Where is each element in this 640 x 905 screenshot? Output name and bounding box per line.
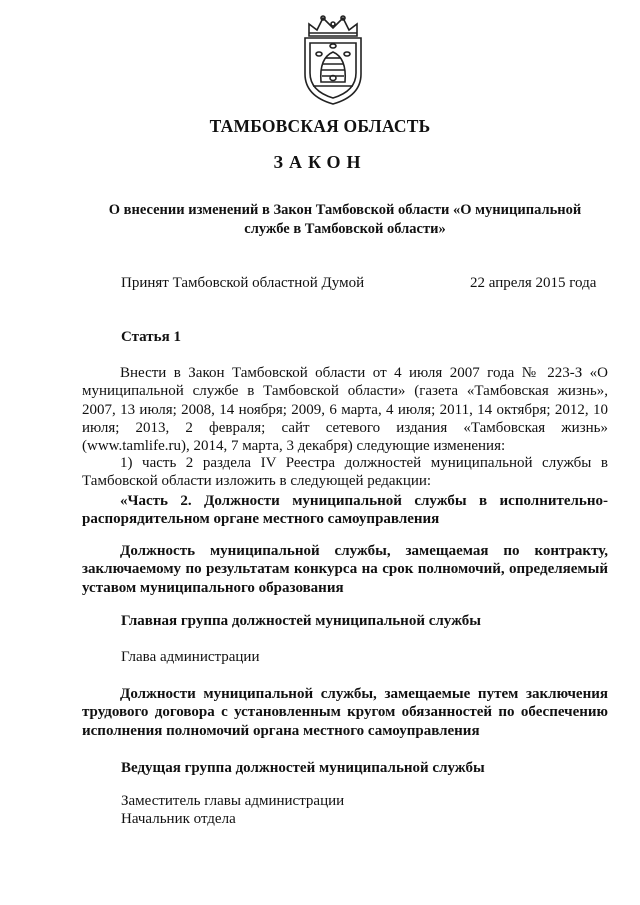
law-subject: О внесении изменений в Закон Тамбовской области «О муниципальной службе в Тамбовской области» xyxy=(108,202,582,237)
main-group-heading: Главная группа должностей муниципальной службы xyxy=(121,613,481,629)
adoption-date: 22 апреля 2015 года xyxy=(470,275,597,291)
region-title: ТАМБОВСКАЯ ОБЛАСТЬ xyxy=(209,116,431,136)
item-1-paragraph: 1) часть 2 раздела IV Реестра должностей муниципальной службы в Тамбовской области изложить в следующей редакции: xyxy=(82,455,608,490)
part-2-heading: «Часть 2. Должности муниципальной службы в исполнительно-распорядительном органе местного самоуправления xyxy=(82,493,608,528)
adopted-by: Принят Тамбовской областной Думой xyxy=(121,275,365,291)
document-type-title: ЗАКОН xyxy=(273,152,367,172)
main-group-position: Глава администрации xyxy=(121,649,260,665)
article-heading: Статья 1 xyxy=(121,329,181,345)
leading-group-position: Заместитель главы администрации xyxy=(121,793,345,809)
contract-positions-heading: Должность муниципальной службы, замещаемая по контракту, заключаемому по результатам конкурса на срок полномочий, определяемый уставом муниципального образования xyxy=(82,543,608,596)
leading-group-position: Начальник отдела xyxy=(121,811,236,827)
leading-group-heading: Ведущая группа должностей муниципальной службы xyxy=(121,760,485,776)
article-intro-paragraph: Внести в Закон Тамбовской области от 4 июля 2007 года № 223-З «О муниципальной службе в Тамбовской области» (газета «Тамбовская жизнь», 2007, 13 июля; 2008, 14 ноября; 2009, 6 марта, 4 июля; 2011, 14 октября; 2012, 10 июля; 2013, 2 февраля; сайт сетевого издания «Тамбовская жизнь» (www.tamlife.ru), 2014, 7 марта, 3 декабря) следующие изменения: xyxy=(82,365,608,455)
coat-of-arms-icon xyxy=(295,14,371,106)
labor-positions-heading: Должности муниципальной службы, замещаемые путем заключения трудового договора с установленным кругом обязанностей по обеспечению исполнения полномочий органа местного самоуправления xyxy=(82,686,608,739)
